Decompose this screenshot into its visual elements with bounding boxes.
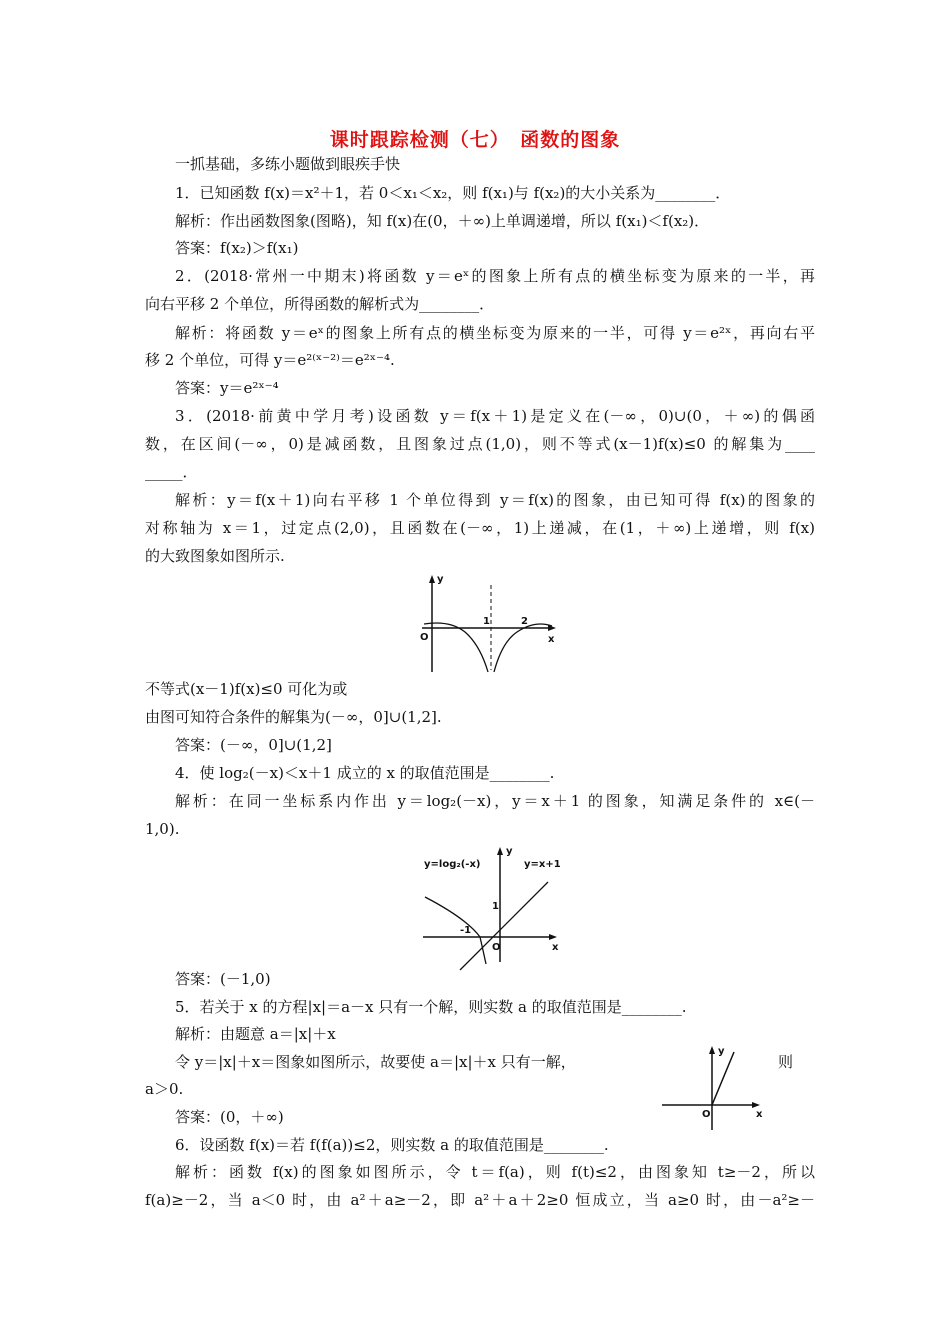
q5-analysis-line2: 令 y＝|x|＋x＝图象如图所示，故要使 a＝|x|＋x 只有一解， (175, 1053, 576, 1071)
q2-answer: 答案：y＝e²ˣ⁻⁴ (175, 379, 279, 397)
q3-after-line1: 不等式(x－1)f(x)≤0 可化为或 (145, 680, 348, 698)
q5-answer: 答案：(0，＋∞) (175, 1108, 284, 1126)
q4-graph-origin-label: O (492, 942, 501, 953)
q5-analysis-line3: a＞0. (145, 1080, 184, 1098)
q1-answer: 答案：f(x₂)＞f(x₁) (175, 239, 299, 257)
section-heading: 一抓基础，多练小题做到眼疾手快 (175, 155, 401, 173)
q4-analysis-line2: 1,0). (145, 820, 180, 838)
q3-analysis-line2: 对称轴为 x＝1，过定点(2,0)，且函数在(－∞，1)上递减，在(1，＋∞)上递增，则 f(x) (145, 519, 815, 537)
q3-question-line3: _____． (145, 463, 198, 481)
q5-analysis-line2-tail: 则 (778, 1053, 794, 1071)
q3-graph-y-label: y (437, 574, 444, 585)
q4-analysis-line1: 解析：在同一坐标系内作出 y＝log₂(－x)，y＝x＋1 的图象，知满足条件的 x∈(－ (175, 792, 815, 810)
q2-analysis-line2: 移 2 个单位，可得 y＝e²⁽ˣ⁻²⁾＝e²ˣ⁻⁴. (145, 351, 395, 369)
q2-analysis-line1: 解析：将函数 y＝eˣ的图象上所有点的横坐标变为原来的一半，可得 y＝e²ˣ，再向右平 (175, 324, 815, 342)
q6-analysis-line1: 解析：函数 f(x)的图象如图所示，令 t＝f(a)，则 f(t)≤2，由图象知 t≥－2，所以 (175, 1163, 815, 1181)
q3-answer: 答案：(－∞，0]∪(1,2] (175, 736, 332, 754)
q1-analysis: 解析：作出函数图象(图略)，知 f(x)在(0，＋∞)上单调递增，所以 f(x₁)＜f(x₂)． (175, 212, 710, 230)
q4-question: 4．使 log₂(－x)＜x＋1 成立的 x 的取值范围是________. (175, 764, 555, 782)
q6-analysis-line2: f(a)≥－2，当 a＜0 时，由 a²＋a≥－2，即 a²＋a＋2≥0 恒成立，当 a≥0 时，由－a²≥－ (145, 1191, 815, 1209)
q6-question: 6．设函数 f(x)＝若 f(f(a))≤2，则实数 a 的取值范围是________. (175, 1136, 609, 1154)
q2-question-line2: 向右平移 2 个单位，所得函数的解析式为________． (145, 295, 495, 313)
q4-graph-tick-1: 1 (492, 901, 499, 912)
q4-answer: 答案：(－1,0) (175, 970, 271, 988)
q4-graph-tick-neg1: -1 (460, 925, 472, 936)
q3-question-line2: 数，在区间(－∞，0)是减函数，且图象过点(1,0)，则不等式(x－1)f(x)≤0 的解集为____ (145, 435, 815, 453)
q2-question-line1: 2．(2018·常州一中期末)将函数 y＝eˣ的图象上所有点的横坐标变为原来的一半，再 (175, 267, 815, 285)
q3-analysis-line3: 的大致图象如图所示. (145, 547, 285, 565)
q5-question: 5．若关于 x 的方程|x|＝a－x 只有一个解，则实数 a 的取值范围是________. (175, 998, 687, 1016)
q3-graph-tick-1: 1 (483, 616, 490, 627)
q5-graph-y-label: y (718, 1046, 725, 1057)
q3-analysis-line1: 解析：y＝f(x＋1)向右平移 1 个单位得到 y＝f(x)的图象，由已知可得 f(x)的图象的 (175, 491, 815, 509)
q5-graph-origin-label: O (702, 1109, 711, 1120)
q4-graph (420, 842, 570, 967)
q5-graph-x-label: x (756, 1109, 763, 1120)
q3-after-line2: 由图可知符合条件的解集为(－∞，0]∪(1,2]. (145, 708, 442, 726)
q4-graph-x-label: x (552, 942, 559, 953)
q3-question-line1: 3．(2018·前黄中学月考)设函数 y＝f(x＋1)是定义在(－∞，0)∪(0，＋∞)的偶函 (175, 407, 815, 425)
q4-graph-y-label: y (506, 846, 513, 857)
q3-graph (420, 570, 560, 680)
q5-analysis-line1: 解析：由题意 a＝|x|＋x (175, 1025, 336, 1043)
page-title: 课时跟踪检测（七） 函数的图象 (329, 129, 621, 151)
q3-graph-x-label: x (548, 634, 555, 645)
q3-graph-tick-2: 2 (521, 616, 528, 627)
q1-question: 1．已知函数 f(x)＝x²＋1，若 0＜x₁＜x₂，则 f(x₁)与 f(x₂)的大小关系为________． (175, 184, 731, 202)
q4-graph-line-label: y=x+1 (524, 859, 561, 870)
q3-graph-origin-label: O (420, 632, 429, 643)
q4-graph-log-label: y=log₂(-x) (424, 859, 481, 870)
